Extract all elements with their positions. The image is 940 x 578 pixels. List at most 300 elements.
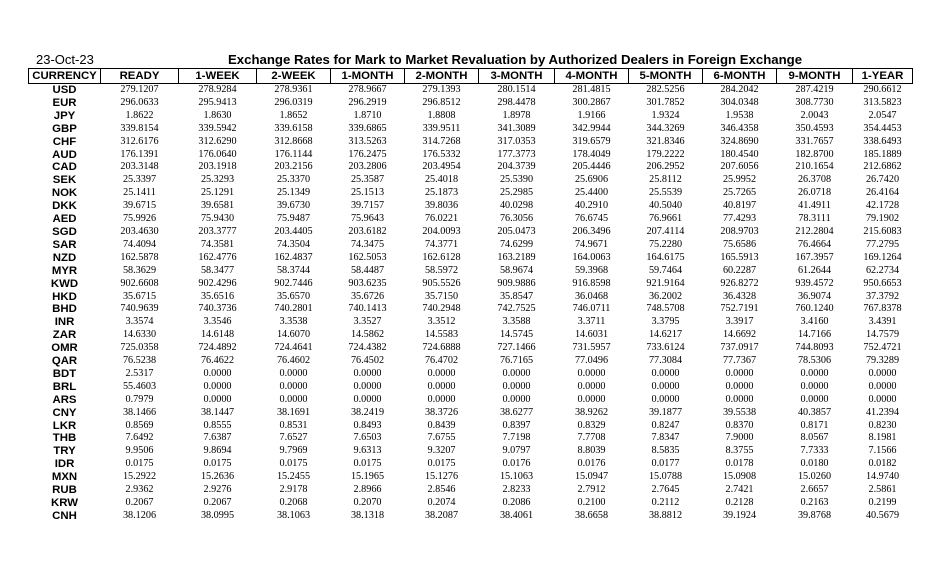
rate-cell: 282.5256 (646, 84, 685, 95)
rate-cell: 207.4114 (646, 225, 685, 237)
rate-cell: 74.3771 (424, 238, 459, 250)
rate-cell: 185.1889 (863, 148, 902, 160)
rate-cell: 25.1291 (200, 187, 235, 199)
rate-cell: 339.9511 (422, 122, 461, 134)
rate-cell: 178.4049 (572, 148, 611, 160)
table-row (29, 213, 913, 226)
rate-cell: 280.1514 (497, 84, 536, 95)
rate-cell: 35.7150 (424, 290, 459, 302)
currency-code: USD (52, 84, 77, 96)
rate-cell: 26.4164 (865, 187, 900, 199)
rate-cell: 0.8230 (868, 419, 897, 431)
rate-cell: 39.6581 (200, 200, 235, 212)
table-row (29, 368, 913, 381)
table-row (29, 84, 913, 97)
currency-code: JPY (53, 109, 76, 122)
rate-cell: 78.5306 (797, 355, 832, 367)
rate-cell: 60.2287 (722, 264, 757, 276)
rate-cell: 40.8197 (722, 200, 757, 212)
rate-cell: 300.2867 (572, 96, 611, 108)
rate-cell: 203.4405 (274, 225, 313, 237)
rate-cell: 939.4572 (795, 277, 834, 289)
rate-cell: 58.3744 (276, 264, 311, 276)
rate-cell: 950.6653 (863, 277, 902, 289)
rate-cell: 25.3370 (276, 174, 311, 186)
rate-cell: 902.6608 (120, 277, 159, 289)
rate-cell: 74.3581 (200, 238, 235, 250)
rate-cell: 75.9430 (200, 213, 235, 225)
rate-cell: 7.6492 (125, 432, 154, 444)
rate-cell: 39.7157 (350, 200, 385, 212)
rate-cell: 76.6745 (574, 213, 609, 225)
report-date: 23-Oct-23 (36, 52, 94, 67)
rate-cell: 0.2070 (353, 497, 382, 508)
rate-cell: 2.7421 (725, 484, 754, 496)
rate-cell: 0.0000 (502, 367, 531, 379)
rate-cell: 203.4630 (120, 225, 159, 237)
rate-cell: 744.8093 (795, 342, 834, 354)
rate-cell: 0.8370 (725, 419, 754, 431)
rate-cell: 0.8493 (353, 419, 382, 431)
rate-cell: 14.7579 (865, 329, 900, 341)
table-row (29, 291, 913, 304)
rate-cell: 338.6493 (863, 135, 902, 147)
currency-code: KRW (51, 497, 78, 509)
rate-cell: 7.7708 (577, 432, 606, 444)
table-row (29, 316, 913, 329)
table-row (29, 123, 913, 136)
rate-cell: 0.0178 (725, 458, 754, 470)
table-row (29, 510, 913, 523)
rate-cell: 3.3711 (577, 316, 606, 328)
currency-code: BHD (52, 303, 77, 316)
rate-cell: 35.6726 (350, 290, 385, 302)
rate-cell: 25.3293 (200, 174, 235, 186)
currency-code: HKD (52, 290, 77, 303)
rate-cell: 14.5862 (350, 329, 385, 341)
rate-cell: 312.6176 (120, 135, 159, 147)
rate-cell: 75.9926 (122, 213, 157, 225)
rate-cell: 9.8694 (203, 445, 232, 457)
rate-cell: 55.4603 (122, 380, 157, 392)
rate-cell: 25.8112 (649, 174, 682, 186)
rate-cell: 39.6715 (122, 200, 157, 212)
rate-cell: 74.3475 (350, 238, 385, 250)
rate-cell: 1.8808 (427, 109, 456, 121)
rate-cell: 296.8512 (422, 96, 461, 108)
rate-cell: 36.2002 (648, 290, 683, 302)
rate-cell: 58.3477 (200, 264, 235, 276)
rate-cell: 312.6290 (198, 135, 237, 147)
rate-cell: 8.3755 (725, 445, 754, 457)
rate-cell: 61.2644 (797, 264, 832, 276)
rate-cell: 314.7268 (422, 135, 461, 147)
rate-cell: 38.4061 (499, 509, 534, 521)
rate-cell: 0.0000 (577, 393, 606, 405)
rate-cell: 39.5538 (722, 406, 757, 418)
rate-cell: 7.9000 (725, 432, 754, 444)
rate-cell: 25.1411 (123, 187, 156, 199)
table-row (29, 445, 913, 458)
currency-code: KWD (50, 277, 79, 290)
rate-cell: 916.8598 (572, 277, 611, 289)
column-header-6-month: 6-MONTH (703, 69, 777, 84)
rate-cell: 278.9284 (198, 84, 237, 95)
currency-code: QAR (51, 355, 78, 368)
rate-cell: 731.5957 (572, 342, 611, 354)
rate-cell: 2.9276 (203, 484, 232, 496)
rate-cell: 203.2806 (348, 161, 387, 173)
rate-cell: 0.8329 (577, 419, 606, 431)
rate-cell: 163.2189 (497, 251, 536, 263)
rate-cell: 287.4219 (795, 84, 834, 95)
rate-cell: 2.5861 (868, 484, 897, 496)
rate-cell: 8.5835 (651, 445, 680, 457)
rate-cell: 38.6277 (499, 406, 534, 418)
rate-cell: 74.3504 (276, 238, 311, 250)
rate-cell: 0.0000 (651, 380, 680, 392)
currency-code: BDT (52, 367, 77, 380)
rate-cell: 38.1318 (350, 509, 385, 521)
currency-code: CAD (52, 161, 77, 174)
rate-cell: 76.4622 (200, 355, 235, 367)
rate-cell: 1.8978 (502, 109, 531, 121)
rate-cell: 2.8966 (353, 484, 382, 496)
rate-cell: 0.8531 (279, 419, 308, 431)
rate-cell: 26.3708 (797, 174, 832, 186)
rate-cell: 76.3056 (499, 213, 534, 225)
rate-cell: 3.3538 (279, 316, 308, 328)
rate-cell: 58.3629 (122, 264, 157, 276)
rate-cell: 746.0711 (572, 303, 611, 315)
rate-cell: 77.4293 (722, 213, 757, 225)
currency-code: MXN (51, 471, 78, 484)
rate-cell: 7.1566 (868, 445, 897, 457)
column-header-2-week: 2-WEEK (257, 69, 331, 84)
currency-code: OMR (51, 342, 78, 355)
rate-cell: 724.6888 (422, 342, 461, 354)
rate-cell: 724.4641 (274, 342, 313, 354)
currency-code: LKR (52, 419, 77, 432)
rate-cell: 35.6570 (276, 290, 311, 302)
rate-cell: 724.4892 (198, 342, 237, 354)
table-row (29, 342, 913, 355)
rate-cell: 339.6865 (348, 122, 387, 134)
rate-cell: 2.8546 (427, 484, 456, 496)
rate-cell: 748.5708 (646, 303, 685, 315)
currency-code: CHF (52, 135, 77, 148)
table-row (29, 174, 913, 187)
rate-cell: 346.4358 (720, 122, 759, 134)
rate-cell: 25.7265 (722, 187, 757, 199)
table-row (29, 497, 913, 510)
table-row (29, 97, 913, 110)
rate-cell: 296.0319 (274, 96, 313, 108)
rate-cell: 0.0176 (502, 458, 531, 470)
rate-cell: 76.0221 (424, 213, 459, 225)
table-row (29, 355, 913, 368)
rate-cell: 206.2952 (646, 161, 685, 173)
rate-cell: 205.4446 (572, 161, 611, 173)
rate-cell: 208.9703 (720, 225, 759, 237)
rate-cell: 38.2419 (350, 406, 385, 418)
rate-cell: 725.0358 (120, 342, 159, 354)
rate-cell: 58.9674 (499, 264, 534, 276)
table-row (29, 407, 913, 420)
rate-cell: 0.0000 (427, 393, 456, 405)
rate-cell: 38.9262 (574, 406, 609, 418)
rate-cell: 313.5263 (348, 135, 387, 147)
rate-cell: 903.6235 (348, 277, 387, 289)
rate-cell: 79.1902 (865, 213, 900, 225)
rate-cell: 182.8700 (795, 148, 834, 160)
rate-cell: 206.3496 (572, 225, 611, 237)
rate-cell: 742.7525 (497, 303, 536, 315)
rate-cell: 176.0640 (198, 148, 237, 160)
rate-cell: 0.8439 (427, 419, 456, 431)
document (28, 52, 912, 523)
table-row (29, 329, 913, 342)
rate-cell: 76.4602 (276, 355, 311, 367)
table-row (29, 484, 913, 497)
rate-cell: 41.2394 (865, 406, 900, 418)
rate-cell: 15.1965 (350, 471, 385, 483)
column-header-1-year: 1-YEAR (853, 69, 913, 84)
rate-cell: 9.6313 (353, 445, 382, 457)
currency-code: NZD (52, 251, 77, 264)
table-header-row (29, 69, 913, 84)
rate-cell: 37.3792 (865, 290, 900, 302)
rate-cell: 176.5332 (422, 148, 461, 160)
currency-code: AUD (52, 148, 77, 161)
rate-cell: 15.2922 (122, 471, 157, 483)
column-header-9-month: 9-MONTH (777, 69, 853, 84)
rate-cell: 905.5526 (422, 277, 461, 289)
rate-cell: 0.8171 (800, 419, 829, 431)
rate-cell: 203.2156 (274, 161, 313, 173)
rate-cell: 77.7367 (722, 355, 757, 367)
rate-cell: 0.0000 (868, 367, 897, 379)
table-row (29, 458, 913, 471)
rate-cell: 204.0093 (422, 225, 461, 237)
rate-cell: 2.9178 (279, 484, 308, 496)
footer-text-cutoff (30, 568, 890, 578)
table-row (29, 136, 913, 149)
rate-cell: 162.6128 (422, 251, 461, 263)
currency-code: EUR (52, 96, 77, 109)
rate-cell: 350.4593 (795, 122, 834, 134)
rate-cell: 0.0000 (427, 380, 456, 392)
rate-cell: 25.1513 (350, 187, 385, 199)
rate-cell: 167.3957 (795, 251, 834, 263)
rate-cell: 25.1349 (276, 187, 311, 199)
rate-cell: 1.8652 (279, 109, 308, 121)
rate-cell: 36.9074 (797, 290, 832, 302)
table-row (29, 432, 913, 445)
rate-cell: 0.0000 (577, 367, 606, 379)
rate-cell: 312.8668 (274, 135, 313, 147)
rate-cell: 15.1276 (424, 471, 459, 483)
table-row (29, 303, 913, 316)
rate-cell: 176.2475 (348, 148, 387, 160)
rate-cell: 40.3857 (797, 406, 832, 418)
column-header-3-month: 3-MONTH (479, 69, 555, 84)
rate-cell: 162.4776 (198, 251, 237, 263)
currency-code: RUB (52, 484, 77, 497)
rate-cell: 0.0000 (502, 393, 531, 405)
rate-cell: 0.2086 (502, 497, 531, 508)
rate-cell: 0.0175 (353, 458, 382, 470)
rate-cell: 0.8397 (502, 419, 531, 431)
rate-cell: 0.0180 (800, 458, 829, 470)
table-row (29, 278, 913, 291)
rate-cell: 75.6586 (722, 238, 757, 250)
rate-cell: 35.6715 (122, 290, 157, 302)
rate-cell: 35.8547 (499, 290, 534, 302)
rate-cell: 15.0947 (574, 471, 609, 483)
rate-cell: 752.7191 (720, 303, 759, 315)
rate-cell: 14.6692 (722, 329, 757, 341)
rate-cell: 76.4664 (797, 238, 832, 250)
rate-cell: 1.9538 (725, 109, 754, 121)
rate-cell: 1.9166 (577, 109, 606, 121)
rate-cell: 2.7912 (577, 484, 606, 496)
rate-cell: 36.0468 (574, 290, 609, 302)
rate-cell: 41.4911 (798, 200, 831, 212)
rate-cell: 926.8272 (720, 277, 759, 289)
rate-cell: 0.0000 (651, 393, 680, 405)
rate-cell: 7.7333 (800, 445, 829, 457)
table-row (29, 252, 913, 265)
rate-cell: 344.3269 (646, 122, 685, 134)
rate-cell: 1.9324 (651, 109, 680, 121)
rate-cell: 298.4478 (497, 96, 536, 108)
rate-cell: 203.3777 (198, 225, 237, 237)
rate-cell: 2.6657 (800, 484, 829, 496)
rate-cell: 39.8036 (424, 200, 459, 212)
rate-cell: 339.6158 (274, 122, 313, 134)
rate-cell: 75.2280 (648, 238, 683, 250)
currency-code: ARS (52, 393, 77, 406)
rate-cell: 0.2067 (203, 497, 232, 508)
rate-cell: 74.9671 (574, 238, 609, 250)
rate-cell: 0.0182 (868, 458, 897, 470)
rate-cell: 740.9639 (120, 303, 159, 315)
rate-cell: 207.6056 (720, 161, 759, 173)
rate-cell: 77.3084 (648, 355, 683, 367)
rate-cell: 14.6148 (200, 329, 235, 341)
rate-cell: 76.7165 (499, 355, 534, 367)
rate-cell: 26.0718 (797, 187, 832, 199)
rate-cell: 733.6124 (646, 342, 685, 354)
rate-cell: 0.8569 (125, 419, 154, 431)
rate-cell: 301.7852 (646, 96, 685, 108)
rate-cell: 2.8233 (502, 484, 531, 496)
currency-code: NOK (51, 187, 78, 200)
rate-cell: 25.5539 (648, 187, 683, 199)
currency-code: CNY (52, 406, 77, 419)
rate-cell: 14.6031 (574, 329, 609, 341)
rate-cell: 38.1691 (276, 406, 311, 418)
rate-cell: 0.8555 (203, 419, 232, 431)
rate-cell: 26.7420 (865, 174, 900, 186)
rate-cell: 296.0633 (120, 96, 159, 108)
rate-cell: 14.6330 (122, 329, 157, 341)
table-row (29, 471, 913, 484)
rate-cell: 0.0000 (651, 367, 680, 379)
rate-cell: 3.3574 (125, 316, 154, 328)
rate-cell: 38.1063 (276, 509, 311, 521)
rate-cell: 58.4487 (350, 264, 385, 276)
rate-cell: 0.0000 (203, 380, 232, 392)
rate-cell: 0.0000 (800, 367, 829, 379)
rate-cell: 740.1413 (348, 303, 387, 315)
rate-cell: 39.1924 (722, 509, 757, 521)
rate-cell: 14.5745 (499, 329, 534, 341)
rate-cell: 58.5972 (424, 264, 459, 276)
rate-cell: 40.5679 (865, 509, 900, 521)
rate-cell: 15.0908 (722, 471, 757, 483)
table-row (29, 149, 913, 162)
rate-cell: 14.6070 (276, 329, 311, 341)
rate-cell: 76.4702 (424, 355, 459, 367)
rate-cell: 0.0000 (279, 380, 308, 392)
currency-code: MYR (51, 264, 78, 277)
rate-cell: 77.2795 (865, 238, 900, 250)
rate-cell: 176.1391 (120, 148, 159, 160)
rate-cell: 165.5913 (720, 251, 759, 263)
rate-cell: 42.1728 (865, 200, 900, 212)
rate-cell: 62.2734 (865, 264, 900, 276)
rate-cell: 7.6503 (353, 432, 382, 444)
rate-cell: 177.3773 (497, 148, 536, 160)
rate-cell: 3.3527 (353, 316, 382, 328)
rate-cell: 278.9361 (274, 84, 313, 95)
title-bar (28, 52, 912, 68)
rate-cell: 203.1918 (198, 161, 237, 173)
rate-cell: 76.9661 (648, 213, 683, 225)
rate-cell: 15.1063 (499, 471, 534, 483)
rate-cell: 25.4018 (424, 174, 459, 186)
rate-cell: 14.9740 (865, 471, 900, 483)
rate-cell: 204.3739 (497, 161, 536, 173)
rate-cell: 0.0177 (651, 458, 680, 470)
rate-cell: 724.4382 (348, 342, 387, 354)
currency-code: INR (54, 316, 75, 329)
rate-cell: 0.0000 (203, 393, 232, 405)
rate-cell: 7.6755 (427, 432, 456, 444)
rate-cell: 3.3917 (725, 316, 754, 328)
rate-cell: 38.1206 (122, 509, 157, 521)
rate-cell: 1.8630 (203, 109, 232, 121)
rate-cell: 902.7446 (274, 277, 313, 289)
rate-cell: 295.9413 (198, 96, 237, 108)
rate-cell: 162.5053 (348, 251, 387, 263)
rate-cell: 284.2042 (720, 84, 759, 95)
rate-cell: 8.0567 (800, 432, 829, 444)
rate-cell: 2.7645 (651, 484, 680, 496)
rate-cell: 339.5942 (198, 122, 237, 134)
rate-cell: 0.2074 (427, 497, 456, 508)
currency-code: SAR (52, 238, 77, 251)
currency-code: ZAR (52, 329, 77, 342)
rate-cell: 14.6217 (648, 329, 683, 341)
rate-cell: 740.2948 (422, 303, 461, 315)
rate-cell: 3.4391 (868, 316, 897, 328)
rate-cell: 0.0000 (800, 380, 829, 392)
report-title: Exchange Rates for Mark to Market Revaluation by Authorized Dealers in Foreign Exchange (228, 52, 803, 67)
rate-cell: 354.4453 (863, 122, 902, 134)
